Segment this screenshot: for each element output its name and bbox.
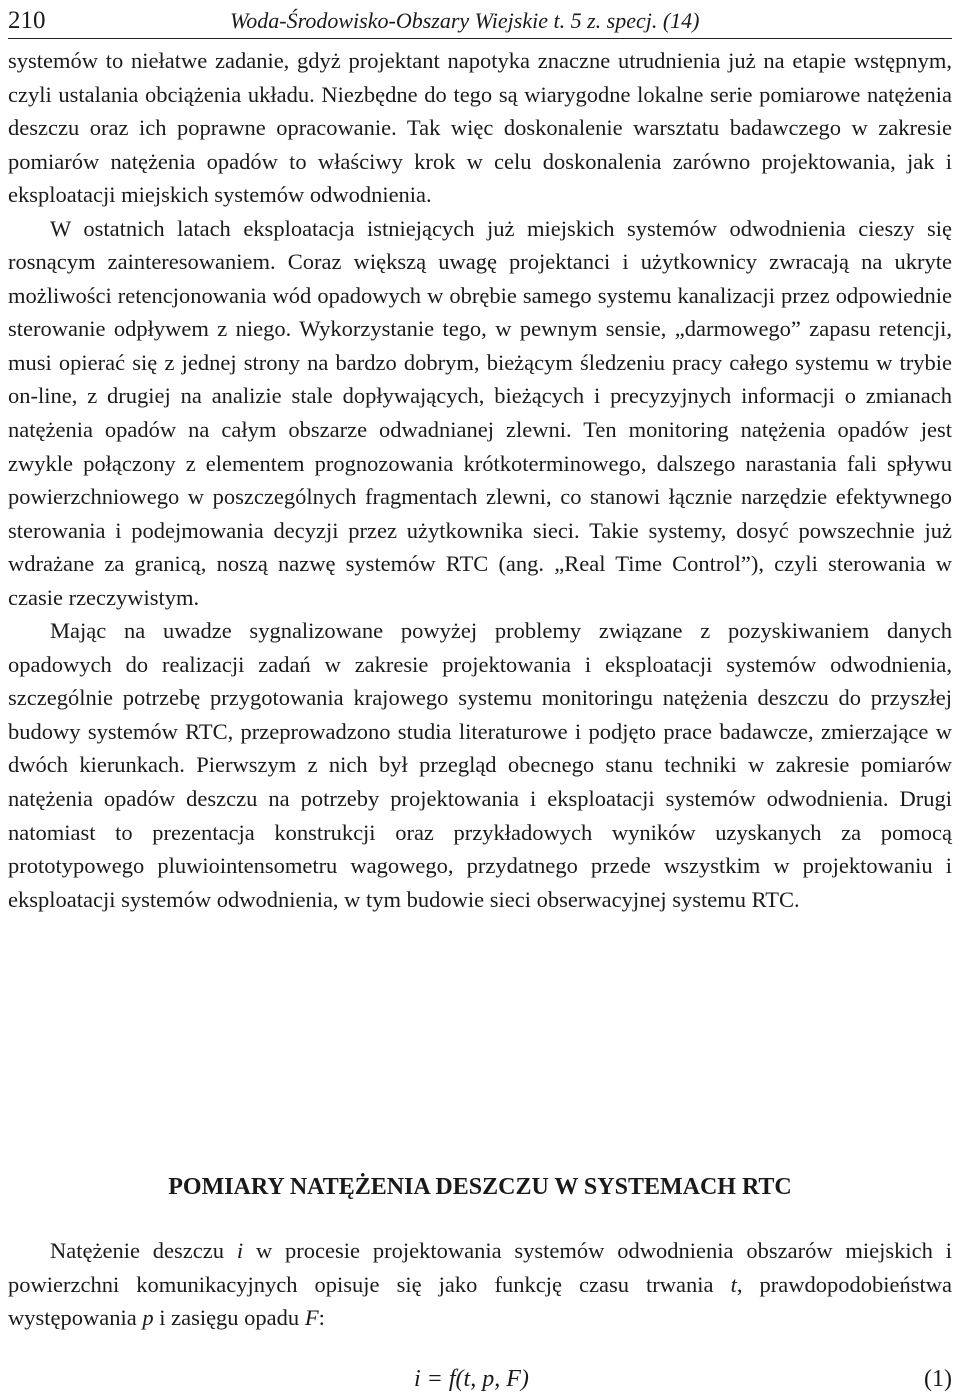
paragraph-4-text: Natężenie deszczu	[50, 1238, 237, 1263]
section-heading: POMIARY NATĘŻENIA DESZCZU W SYSTEMACH RTC	[168, 1174, 792, 1200]
paragraph-4-text: w procesie projektowania systemów odwodnienia obszarów miejskich i powierzchni komunikacyjnych opisuje się jako funkcję czasu trwania	[8, 1238, 953, 1297]
paragraph-4-text: i zasięgu opadu	[153, 1305, 305, 1331]
page-number: 210	[8, 7, 46, 34]
running-header	[8, 4, 952, 39]
paragraph-3: Mając na uwadze sygnalizowane powyżej problemy związane z pozyskiwaniem danych opadowych do realizacji zadań w zakresie projektowania i eksploatacji systemów odwodnienia, szczególnie potrzebę przygotowania krajowego systemu monitoringu natężenia deszczu do przyszłej budowy systemów RTC, przeprowadzono studia literaturowe i podjęto prace badawcze, zmierzające w dwóch kierunkach. Pierwszym z nich był przegląd obecnego stanu techniki w zakresie pomiarów natężenia opadów deszczu na potrzeby projektowania i eksploatacji systemów odwodnienia. Drugi natomiast to prezentacja konstrukcji oraz przykładowych wyników uzyskanych za pomocą prototypowego pluwiointensometru wagowego, przydatnego przede wszystkim w projektowaniu i eksploatacji systemów odwodnienia, w tym budowie sieci obserwacyjnej systemu RTC.	[8, 618, 952, 912]
paragraph-4	[8, 1234, 952, 1335]
equation-1	[0, 1362, 960, 1396]
paragraph-4-text: , prawdopodobieństwa występowania	[8, 1271, 952, 1331]
variable-p: p	[142, 1305, 154, 1331]
equation-number: (1)	[924, 1366, 952, 1392]
paragraph-4-text: :	[318, 1305, 325, 1331]
paragraph-1: systemów to niełatwe zadanie, gdyż projektant napotyka znaczne utrudnienia już na etapie wstępnym, czyli ustalania obciążenia układu. Niezbędne do tego są wiarygodne lokalne serie pomiarowe natężenia deszczu oraz ich poprawne opracowanie. Tak więc doskonalenie warsztatu badawczego w zakresie pomiarów natężenia opadów to właściwy krok w celu doskonalenia zarówno projektowania, jak i eksploatacji miejskich systemów odwodnienia.	[8, 48, 952, 208]
variable-F: F	[304, 1305, 319, 1331]
variable-t: t	[730, 1271, 737, 1297]
equation-formula: i = f(t, p, F)	[414, 1366, 529, 1392]
journal-reference: Woda-Środowisko-Obszary Wiejskie t. 5 z. specj. (14)	[230, 8, 700, 33]
paragraph-2: W ostatnich latach eksploatacja istniejących już miejskich systemów odwodnienia cieszy się rosnącym zainteresowaniem. Coraz większą uwagę projektanci i użytkownicy zwracają na ukryte możliwości retencjonowania wód opadowych w obrębie samego systemu kanalizacji przez odpowiednie sterowanie odpływem z niego. Wykorzystanie tego, w pewnym sensie, „darmowego” zapasu retencji, musi opierać się z jednej strony na bardzo dobrym, bieżącym śledzeniu pracy całego systemu w trybie on-line, z drugiej na analizie stale dopływających, bieżących i precyzyjnych informacji o zmianach natężenia opadów na całym obszarze odwadnianej zlewni. Ten monitoring natężenia opadów jest zwykle połączony z elementem prognozowania krótkoterminowego, dalszego narastania fali spływu powierzchniowego w poszczególnych fragmentach zlewni, co stanowi łącznie narzędzie efektywnego sterowania i podejmowania decyzji przez użytkownika sieci. Takie systemy, dosyć powszechnie już wdrażane za granicą, noszą nazwę systemów RTC (ang. „Real Time Control”), czyli sterowania w czasie rzeczywistym.	[8, 215, 952, 610]
body-text	[8, 44, 952, 916]
variable-i: i	[236, 1238, 244, 1263]
